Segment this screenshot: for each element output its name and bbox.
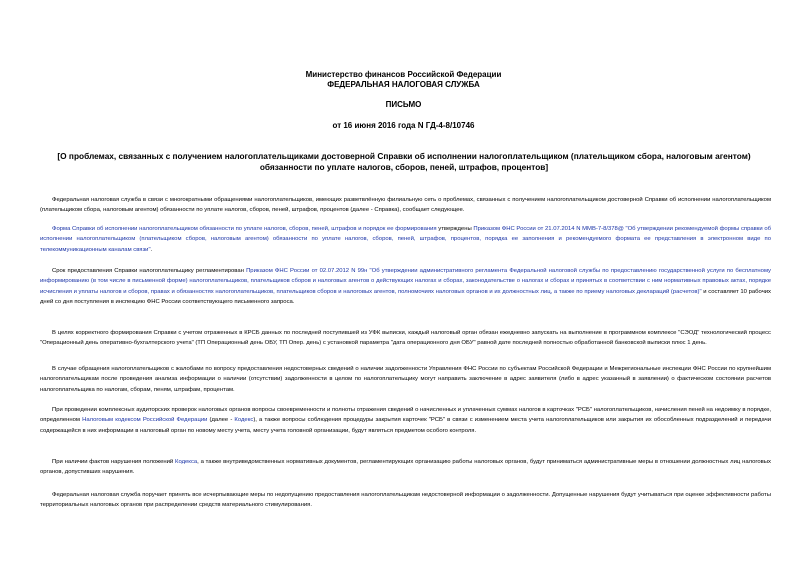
link-order-mmv[interactable]: Приказом ФНС России от 21.07.2014 N ММВ-7-8/378@ "Об утверждении рекомендуемой формы справки об исполнении налогоплательщиком (плательщиком сборов, налоговым агентом) обязанности по уплате налогов, сборов, пеней, штрафов, процентов, порядка ее заполнения и рекомендуемого формата ее представления в электронном виде по телекоммуникационным каналам связи": [40, 226, 771, 253]
paragraph-text: .: [150, 246, 153, 253]
link-order-99n[interactable]: Приказом ФНС России от 02.07.2012 N 99н "Об утверждении административного регламента Федеральной налоговой службы по предоставлению государственной услуги по бесплатному информированию (в том числе в письменной форме) налогоплательщиков, плательщиков сборов и налоговых агентов о действующих налогах и сборах, законодательстве о налогах и сборах и принятых в соответствии с ним нормативных правовых актах, порядке исчисления и уплаты налогов и сборов, правах и обязанностях налогоплательщиков, плательщиков сборов и налоговых агентов, полномочиях налоговых органов и их должностных лиц, а также по приему налоговых деклараций (расчетов)": [40, 268, 772, 295]
paragraph-text: Федеральная налоговая служба поручает принять все исчерпывающие меры по недопущению предоставления налогоплательщикам недостоверной информации о задолженности. Допущенные нарушения будут учитываться при оценке эффективности работы территориальных налоговых органов при распределении средств материального стимулирования.: [40, 492, 771, 509]
paragraph-text: утверждены: [436, 226, 474, 232]
paragraph-complaints: [40, 364, 771, 395]
paragraph-conclusion: [40, 490, 771, 511]
link-code-2[interactable]: Кодекса: [175, 459, 198, 465]
paragraph-text: и составляет 10 рабочих дней со дня поступления в инспекцию ФНС России соответствующего письменного запроса.: [40, 288, 771, 306]
document-date-number: от 16 июня 2016 года N ГД-4-8/10746: [332, 121, 475, 130]
paragraph-text: ), а также вопросы соблюдения процедуры закрытия карточек "РСБ" в связи с изменением места учета налогоплательщиков или закрытия их обособленных подразделений и передачи содержащейся в них информации в налоговый орган по новому месту учета, месту учета головной организации, будут являться предметом особого контроля.: [40, 417, 771, 434]
link-form-reference[interactable]: Форма Справки об исполнении налогоплательщиком обязанности по уплате налогов, сборов, пеней, штрафов и порядок ее формирования: [52, 226, 437, 232]
paragraph-text: (далее -: [207, 417, 235, 424]
paragraph-text: , а также внутриведомственных нормативных документов, регламентирующих организацию работы налоговых органов, будут приниматься административные меры в отношении должностных лиц налоговых органов, допустивших нарушения.: [40, 459, 771, 476]
paragraph-deadline: [40, 266, 771, 308]
paragraph-text: Срок предоставления Справки налогоплательщику регламентирован: [52, 268, 247, 274]
document-subject: [О проблемах, связанных с получением налогоплательщиками достоверной Справки об исполнении налогоплательщиком (плательщиком сбора, налоговым агентом) обязанности по уплате налогов, сборов, пеней, штрафов, процентов]: [57, 151, 751, 172]
paragraph-text: При наличии фактов нарушения положений: [52, 459, 176, 465]
paragraph-text: Федеральная налоговая служба в связи с многократными обращениями налогоплательщиков, имеющих разветвлённую филиальную сеть о проблемах, связанных с получением налогоплательщиком достоверной Справки об исполнении налогоплательщиком (плательщиком сбора, налоговым агентом) обязанности по уплате налогов, сборов, пеней, штрафов, процентов (далее - Справка), сообщает следующее.: [40, 197, 771, 214]
link-code[interactable]: Кодекс: [234, 417, 254, 424]
paragraph-krsb: [40, 328, 771, 349]
ministry-title: Министерство финансов Российской Федерации: [305, 70, 502, 79]
paragraph-audits: [40, 405, 771, 436]
document-type: ПИСЬМО: [385, 100, 422, 109]
paragraph-form: [40, 224, 771, 255]
paragraph-text: При проведении комплексных аудиторских проверок налоговых органов вопросы своевременности и полноты отражения сведений о начисленных и уплаченных суммах налогов в карточках "РСБ" налогоплательщиков, начисления пеней на недоимку в порядке, определенном: [40, 407, 771, 424]
paragraph-text: В целях корректного формирования Справки с учетом отраженных в КРСБ данных по последней поступившей из УФК выписки, каждый налоговый орган обязан ежедневно запускать на выполнение в программном комплексе "СЭОД" технологический процесс "Операционный день оперативно-бухгалтерского учета" (ТП Операционный день ОБУ, ТП Опер. день) с установкой параметра "дата операционного дня ОБУ" равной дате последней полностью обработанной банковской выписки плюс 1 день.: [40, 330, 771, 347]
paragraph-intro: [40, 195, 771, 216]
link-tax-code[interactable]: Налоговым кодексом Российской Федерации: [82, 417, 208, 424]
paragraph-violations: [40, 457, 771, 478]
service-title: ФЕДЕРАЛЬНАЯ НАЛОГОВАЯ СЛУЖБА: [327, 80, 480, 89]
paragraph-text: В случае обращения налогоплательщиков с жалобами по вопросу предоставления недостоверных сведений о наличии задолженности Управления ФНС России по субъектам Российской Федерации и Межрегиональные инспекции ФНС России по крупнейшим налогоплательщикам после проведения анализа информации о наличии (отсутствии) задолженности в целом по налогоплательщику могут направить заключение в адрес заявителя (либо в адрес указанный в заявлении) о фактическом состоянии расчетов налогоплательщика по налогам, сборам, пеням, штрафам, процентам.: [40, 366, 771, 393]
